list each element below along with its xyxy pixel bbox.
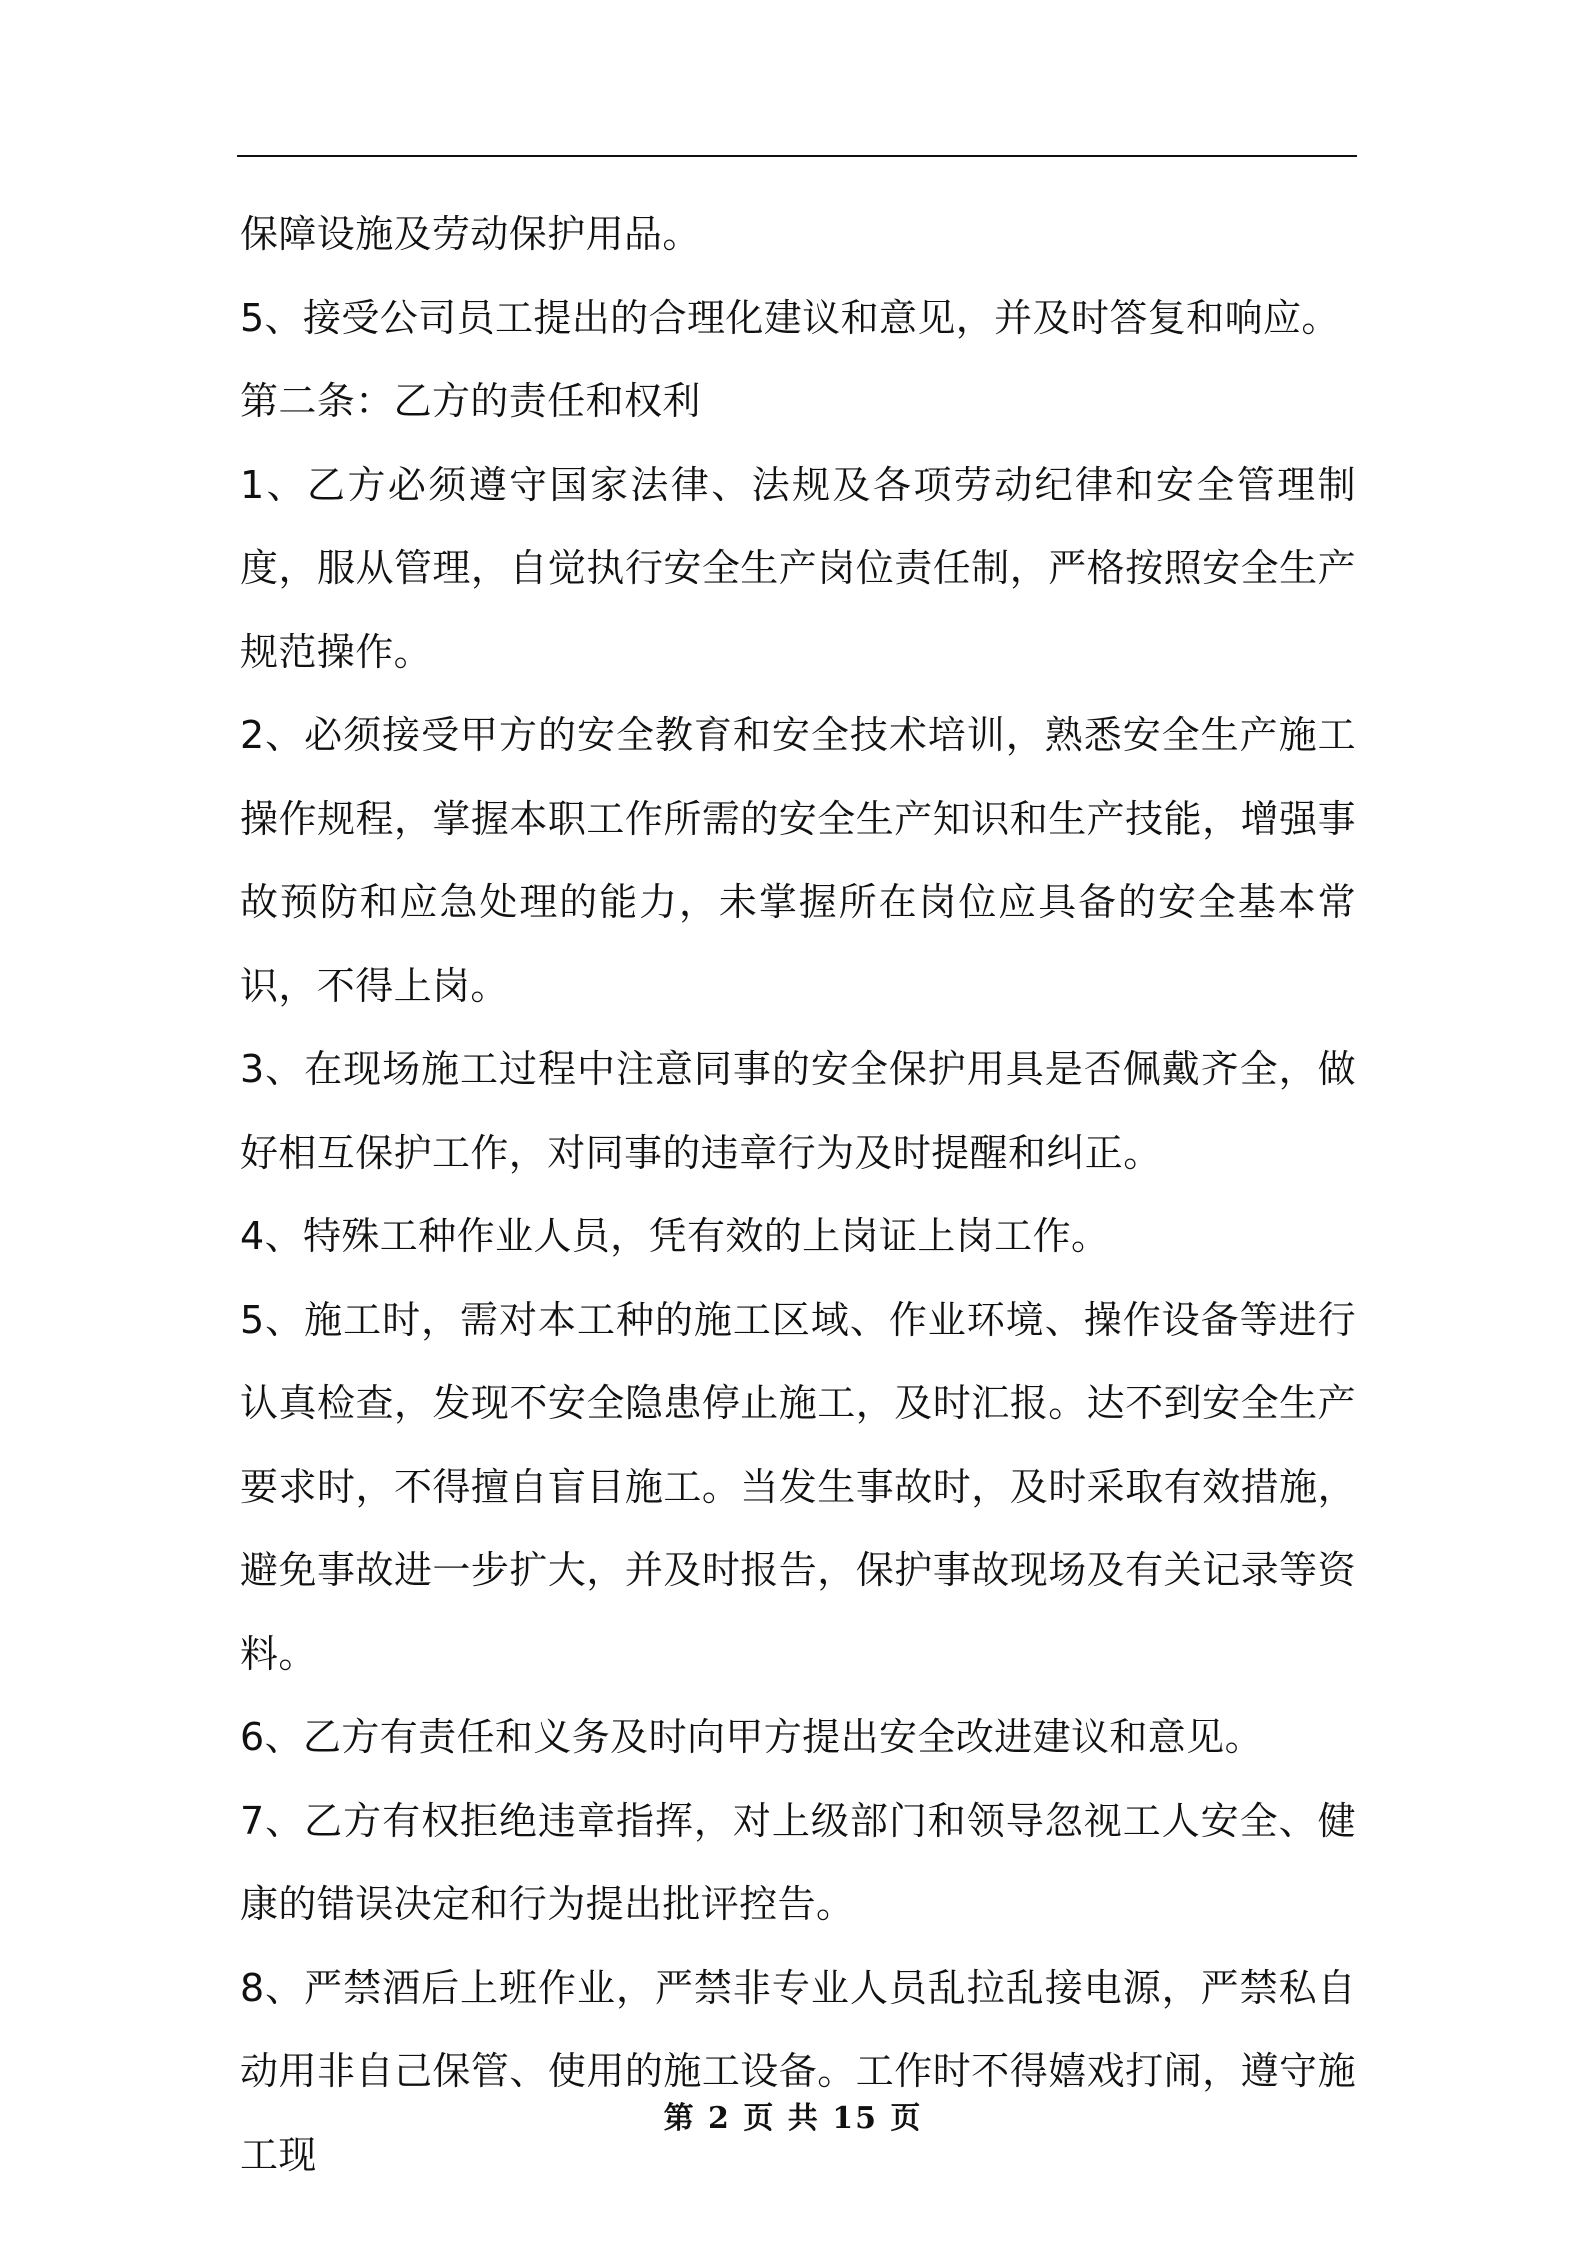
header-rule: [237, 155, 1357, 157]
page-number-footer: 第 2 页 共 15 页: [663, 2101, 923, 2136]
paragraph-item-7: 7、乙方有权拒绝违章指挥，对上级部门和领导忽视工人安全、健康的错误决定和行为提出批评控告。: [240, 1798, 1356, 1926]
paragraph-item-8: 8、严禁酒后上班作业，严禁非专业人员乱拉乱接电源，严禁私自动用非自己保管、使用的施工设备。工作时不得嬉戏打闹，遵守施工现: [240, 1965, 1356, 2177]
paragraph-continuation: 保障设施及劳动保护用品。: [240, 212, 701, 256]
paragraph-item-5: 5、施工时，需对本工种的施工区域、作业环境、操作设备等进行认真检查，发现不安全隐患停止施工，及时汇报。达不到安全生产要求时，不得擅自盲目施工。当发生事故时，及时采取有效措施，避免事故进一步扩大，并及时报告，保护事故现场及有关记录等资料。: [240, 1297, 1356, 1676]
paragraph-item-4: 4、特殊工种作业人员，凭有效的上岗证上岗工作。: [240, 1214, 1110, 1258]
paragraph-item-5-responses: 5、接受公司员工提出的合理化建议和意见，并及时答复和响应。: [240, 295, 1340, 340]
paragraph-item-3: 3、在现场施工过程中注意同事的安全保护用具是否佩戴齐全，做好相互保护工作，对同事的违章行为及时提醒和纠正。: [240, 1047, 1356, 1175]
paragraph-item-6: 6、乙方有责任和义务及时向甲方提出安全改进建议和意见。: [240, 1715, 1263, 1759]
paragraph-item-1: 1、乙方必须遵守国家法律、法规及各项劳动纪律和安全管理制度，服从管理，自觉执行安全生产岗位责任制，严格按照安全生产规范操作。: [240, 462, 1356, 674]
paragraph-item-2: 2、必须接受甲方的安全教育和安全技术培训，熟悉安全生产施工操作规程，掌握本职工作所需的安全生产知识和生产技能，增强事故预防和应急处理的能力，未掌握所在岗位应具备的安全基本常识，不得上岗。: [240, 713, 1356, 1008]
section-heading-article-2: 第二条：乙方的责任和权利: [240, 379, 701, 423]
document-body: [240, 193, 1356, 2197]
